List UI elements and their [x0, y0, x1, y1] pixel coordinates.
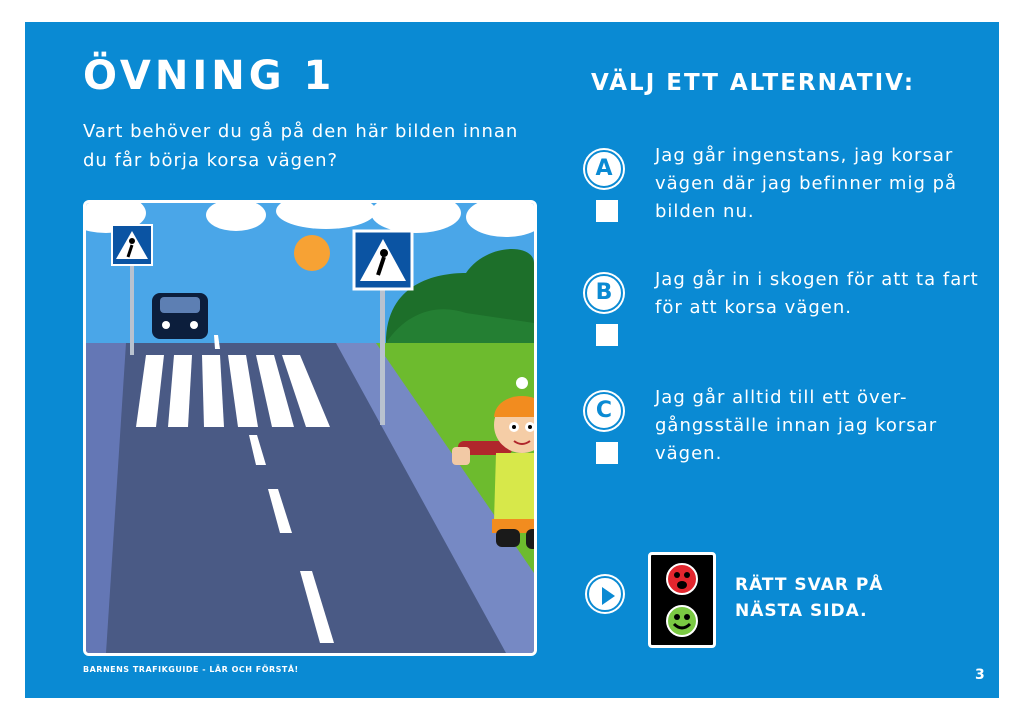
- page-number: 3: [975, 667, 985, 683]
- option-b-text: Jag går in i skogen för att ta fart för att korsa vägen.: [655, 269, 979, 318]
- exercise-page: [25, 22, 999, 698]
- option-a-checkbox[interactable]: [596, 200, 618, 222]
- answer-note: [735, 572, 883, 624]
- traffic-light-icon: [648, 552, 716, 648]
- option-b-letter-icon: B: [585, 274, 623, 312]
- choose-option-heading: VÄLJ ETT ALTERNATIV:: [591, 70, 916, 96]
- answer-note-line2: NÄSTA SIDA.: [735, 601, 868, 621]
- option-c-text: Jag går alltid till ett över-gångsställe innan jag korsar vägen.: [655, 387, 938, 464]
- page-title: ÖVNING 1: [83, 53, 336, 99]
- option-a-text: Jag går ingenstans, jag korsar vägen där jag befinner mig på bilden nu.: [655, 145, 958, 222]
- option-b-checkbox[interactable]: [596, 324, 618, 346]
- road-scene-illustration: [83, 200, 537, 656]
- footer-text: BARNENS TRAFIKGUIDE - LÄR OCH FÖRSTÅ!: [83, 665, 299, 674]
- sun-icon: [294, 235, 330, 271]
- play-arrow-icon[interactable]: [587, 576, 623, 612]
- option-c-checkbox[interactable]: [596, 442, 618, 464]
- question-text: Vart behöver du gå på den här bilden innan du får börja korsa vägen?: [83, 121, 519, 171]
- car-icon: [152, 293, 208, 339]
- option-c-letter-icon: C: [585, 392, 623, 430]
- option-a-letter-icon: A: [585, 150, 623, 188]
- answer-note-line1: RÄTT SVAR PÅ: [735, 575, 884, 595]
